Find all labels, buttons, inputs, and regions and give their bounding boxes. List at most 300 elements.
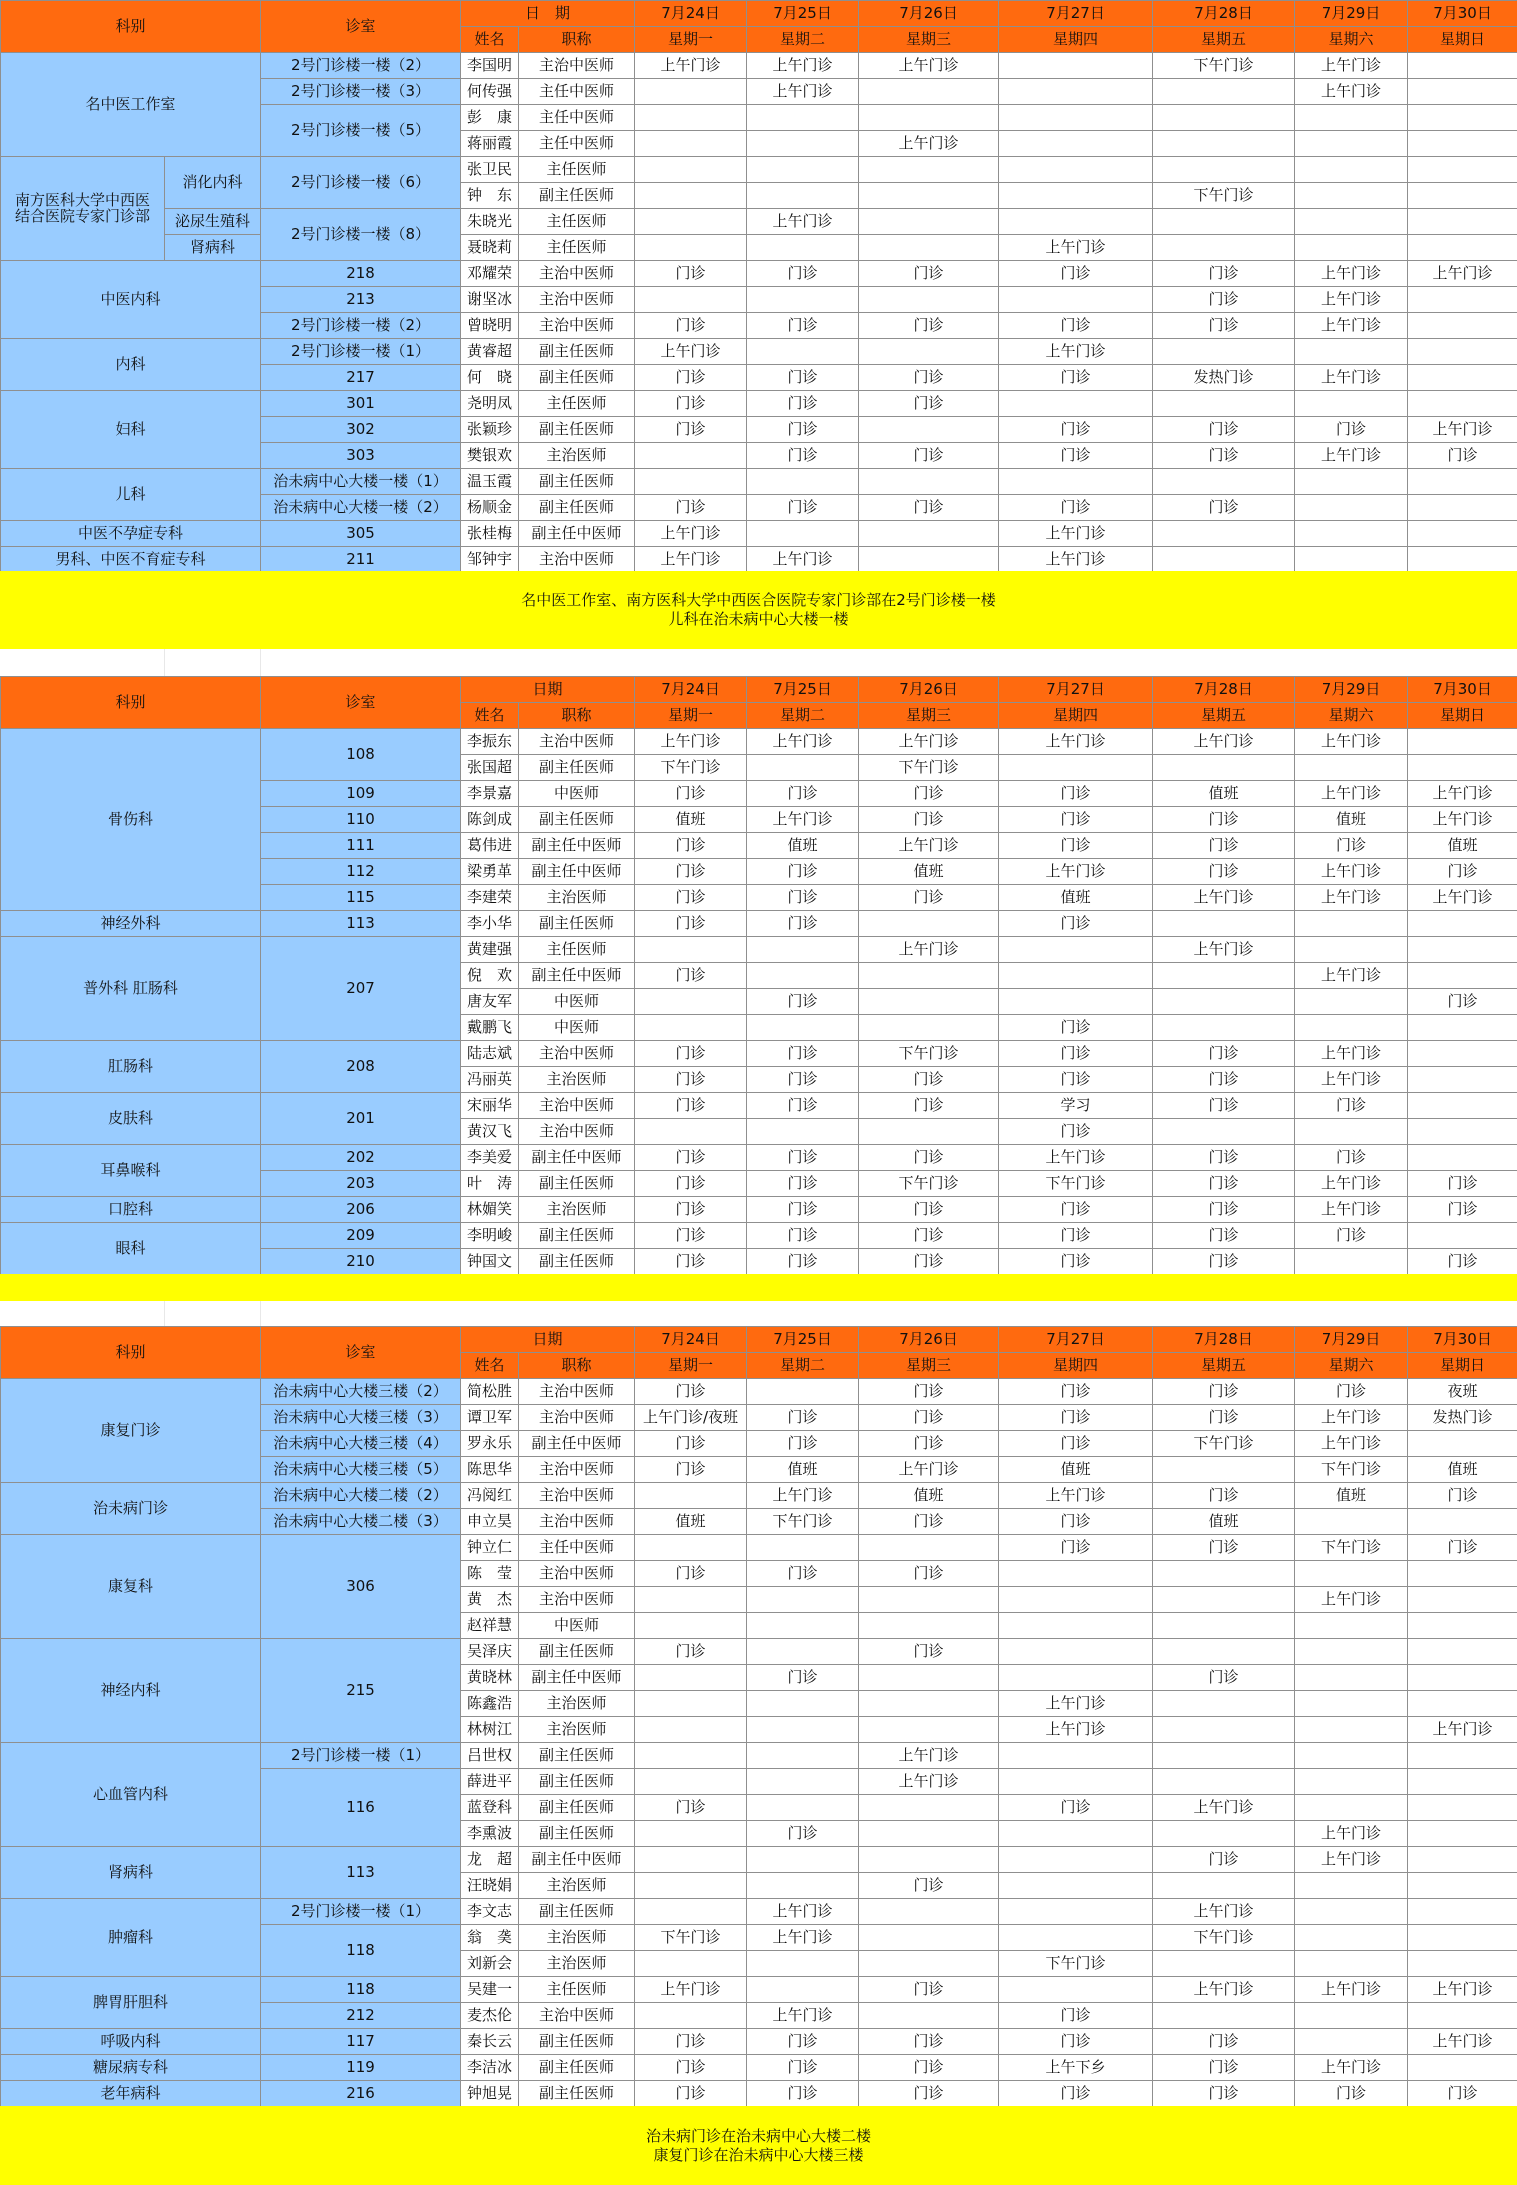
schedule-cell <box>999 963 1153 989</box>
doctor-name: 秦长云 <box>461 2029 519 2055</box>
schedule-cell <box>1408 1665 1517 1691</box>
schedule-cell: 门诊 <box>747 911 859 937</box>
schedule-cell: 门诊 <box>999 807 1153 833</box>
schedule-cell <box>999 1977 1153 2003</box>
schedule-cell <box>747 521 859 547</box>
schedule-cell: 上午门诊 <box>859 1743 999 1769</box>
schedule-cell <box>635 1691 747 1717</box>
doctor-name: 朱晓光 <box>461 209 519 235</box>
schedule-cell: 上午门诊 <box>1295 1587 1408 1613</box>
doctor-name: 简松胜 <box>461 1379 519 1405</box>
schedule-cell <box>859 1535 999 1561</box>
date-cell: 7月25日 <box>747 1 859 27</box>
schedule-cell: 值班 <box>1295 1483 1408 1509</box>
schedule-cell <box>1295 1613 1408 1639</box>
note-line: 康复门诊在治未病中心大楼三楼 <box>653 2145 864 2164</box>
schedule-cell <box>635 105 747 131</box>
schedule-cell <box>1408 1795 1517 1821</box>
doctor-name: 钟国文 <box>461 1249 519 1275</box>
dept-label: 老年病科 <box>100 2083 161 2102</box>
schedule-cell <box>1408 391 1517 417</box>
doctor-title: 副主任中医师 <box>519 1665 635 1691</box>
schedule-cell: 门诊 <box>635 1249 747 1275</box>
dept-label: 骨伤科 <box>108 809 154 828</box>
schedule-cell: 门诊 <box>1153 1197 1295 1223</box>
schedule-cell <box>1408 1873 1517 1899</box>
schedule-cell: 门诊 <box>747 2029 859 2055</box>
schedule-cell: 门诊 <box>999 365 1153 391</box>
schedule-cell: 门诊 <box>859 1873 999 1899</box>
doctor-title: 主治中医师 <box>519 1509 635 1535</box>
schedule-cell: 学习 <box>999 1093 1153 1119</box>
schedule-cell: 门诊 <box>999 261 1153 287</box>
schedule-cell <box>747 235 859 261</box>
schedule-cell <box>999 1639 1153 1665</box>
schedule-cell <box>1295 105 1408 131</box>
schedule-cell <box>1408 1015 1517 1041</box>
schedule-cell <box>1295 1119 1408 1145</box>
doctor-title: 主治中医师 <box>519 1093 635 1119</box>
room-cell: 217 <box>261 365 461 391</box>
schedule-cell: 门诊 <box>1153 2055 1295 2081</box>
schedule-cell <box>747 339 859 365</box>
schedule-cell: 上午门诊 <box>999 1145 1153 1171</box>
schedule-cell <box>747 469 859 495</box>
schedule-cell: 上午门诊 <box>1295 1847 1408 1873</box>
schedule-cell: 门诊 <box>1295 1223 1408 1249</box>
schedule-cell <box>1153 2003 1295 2029</box>
schedule-cell <box>1295 1951 1408 1977</box>
schedule-cell: 门诊 <box>999 1405 1153 1431</box>
schedule-cell <box>1295 235 1408 261</box>
schedule-cell <box>1153 547 1295 573</box>
schedule-cell <box>1295 1769 1408 1795</box>
schedule-cell: 值班 <box>1153 1509 1295 1535</box>
schedule-cell <box>859 1821 999 1847</box>
date-cell: 7月29日 <box>1295 1327 1408 1353</box>
schedule-cell: 门诊 <box>1153 1041 1295 1067</box>
schedule-cell: 上午门诊 <box>999 521 1153 547</box>
schedule-cell <box>1408 2055 1517 2081</box>
schedule-cell: 上午门诊 <box>1295 53 1408 79</box>
doctor-name: 谢坚冰 <box>461 287 519 313</box>
table-row <box>1 339 1517 365</box>
schedule-cell: 门诊 <box>1153 859 1295 885</box>
doctor-title: 主治中医师 <box>519 1119 635 1145</box>
doctor-name: 薛进平 <box>461 1769 519 1795</box>
schedule-cell <box>1408 469 1517 495</box>
date-cell: 7月27日 <box>999 1 1153 27</box>
schedule-cell: 门诊 <box>635 1431 747 1457</box>
room-cell: 113 <box>261 911 461 937</box>
schedule-cell <box>635 1119 747 1145</box>
dept-label: 康复门诊 <box>100 1420 161 1439</box>
date-cell: 7月30日 <box>1408 1 1517 27</box>
schedule-cell <box>635 1821 747 1847</box>
schedule-cell <box>635 1743 747 1769</box>
schedule-cell: 上午门诊 <box>859 1457 999 1483</box>
schedule-cell <box>1408 2003 1517 2029</box>
room-cell: 2号门诊楼一楼（2） <box>261 53 461 79</box>
note-line: 名中医工作室、南方医科大学中西医合医院专家门诊部在2号门诊楼一楼 <box>521 591 996 609</box>
doctor-title: 主治医师 <box>519 443 635 469</box>
dept-cell <box>1 911 261 937</box>
schedule-cell <box>859 521 999 547</box>
doctor-name: 麦杰伦 <box>461 2003 519 2029</box>
dept-cell <box>1 2081 261 2107</box>
schedule-cell: 门诊 <box>1295 1145 1408 1171</box>
doctor-name: 杨顺金 <box>461 495 519 521</box>
schedule-cell: 门诊 <box>747 885 859 911</box>
dept-label: 眼科 <box>115 1238 146 1257</box>
schedule-cell <box>635 1535 747 1561</box>
doctor-title: 副主任医师 <box>519 417 635 443</box>
date-cell: 7月26日 <box>859 677 999 703</box>
schedule-cell: 上午门诊 <box>1295 261 1408 287</box>
date-cell: 7月24日 <box>635 1 747 27</box>
dept-cell <box>1 937 261 1041</box>
doctor-title: 副主任医师 <box>519 807 635 833</box>
schedule-cell <box>999 1899 1153 1925</box>
schedule-cell <box>635 209 747 235</box>
schedule-cell: 门诊 <box>1153 807 1295 833</box>
weekday-cell: 星期三 <box>859 703 999 729</box>
schedule-cell <box>1295 1899 1408 1925</box>
schedule-cell: 上午门诊 <box>1295 365 1408 391</box>
doctor-name: 李熏波 <box>461 1821 519 1847</box>
room-cell: 治未病中心大楼二楼（3） <box>261 1509 461 1535</box>
doctor-title: 主任中医师 <box>519 79 635 105</box>
doctor-name: 吴建一 <box>461 1977 519 2003</box>
doctor-title: 主任中医师 <box>519 131 635 157</box>
doctor-title: 主治中医师 <box>519 1379 635 1405</box>
table-row <box>1 1847 1517 1873</box>
doctor-title: 副主任医师 <box>519 183 635 209</box>
dept-label: 肛肠科 <box>108 1056 154 1075</box>
schedule-cell: 门诊 <box>1153 495 1295 521</box>
schedule-cell: 上午门诊 <box>1295 287 1408 313</box>
schedule-cell <box>1153 469 1295 495</box>
schedule-cell <box>859 547 999 573</box>
schedule-cell: 门诊 <box>1153 287 1295 313</box>
dept-label: 神经外科 <box>100 913 161 932</box>
schedule-cell <box>1153 1769 1295 1795</box>
dept-label: 呼吸内科 <box>100 2031 161 2050</box>
table-row <box>1 235 1517 261</box>
schedule-cell: 门诊 <box>999 495 1153 521</box>
room-cell: 201 <box>261 1093 461 1145</box>
dept-cell <box>1 157 165 261</box>
schedule-cell: 门诊 <box>747 1067 859 1093</box>
schedule-cell <box>747 105 859 131</box>
schedule-cell: 门诊 <box>635 1379 747 1405</box>
doctor-title: 副主任医师 <box>519 1899 635 1925</box>
schedule-cell <box>1153 1457 1295 1483</box>
schedule-cell: 门诊 <box>859 1561 999 1587</box>
doctor-name: 李美爱 <box>461 1145 519 1171</box>
schedule-cell: 门诊 <box>859 807 999 833</box>
table-row <box>1 2081 1517 2107</box>
doctor-title: 副主任医师 <box>519 1769 635 1795</box>
doctor-title: 副主任医师 <box>519 2081 635 2107</box>
doctor-name: 申立昊 <box>461 1509 519 1535</box>
schedule-cell: 上午门诊 <box>1295 859 1408 885</box>
schedule-cell: 门诊 <box>747 1431 859 1457</box>
schedule-cell: 门诊 <box>635 1041 747 1067</box>
schedule-cell <box>999 105 1153 131</box>
schedule-cell <box>1153 1613 1295 1639</box>
dept-cell <box>1 1223 261 1275</box>
schedule-cell <box>859 287 999 313</box>
schedule-cell: 门诊 <box>1153 1171 1295 1197</box>
schedule-cell: 上午门诊 <box>1408 1977 1517 2003</box>
schedule-cell: 门诊 <box>747 859 859 885</box>
room-cell: 治未病中心大楼三楼（5） <box>261 1457 461 1483</box>
weekday-cell: 星期二 <box>747 703 859 729</box>
schedule-cell: 门诊 <box>859 1509 999 1535</box>
schedule-cell <box>1153 755 1295 781</box>
schedule-cell <box>635 235 747 261</box>
schedule-cell: 上午门诊 <box>1408 781 1517 807</box>
schedule-cell: 值班 <box>635 807 747 833</box>
room-cell: 116 <box>261 1769 461 1847</box>
room-cell: 209 <box>261 1223 461 1249</box>
schedule-cell <box>1295 495 1408 521</box>
schedule-cell: 门诊 <box>1408 1249 1517 1275</box>
doctor-title: 主治医师 <box>519 1873 635 1899</box>
schedule-cell: 上午门诊 <box>859 833 999 859</box>
schedule-cell: 上午门诊 <box>1295 963 1408 989</box>
title-header: 职称 <box>519 703 635 729</box>
schedule-cell <box>747 1535 859 1561</box>
schedule-cell: 门诊 <box>1153 1535 1295 1561</box>
subdept-cell: 肾病科 <box>165 235 261 261</box>
weekday-cell: 星期二 <box>747 1353 859 1379</box>
doctor-name: 何 晓 <box>461 365 519 391</box>
room-cell: 203 <box>261 1171 461 1197</box>
schedule-cell <box>1295 391 1408 417</box>
schedule-cell: 上午门诊 <box>747 547 859 573</box>
schedule-cell <box>1408 1587 1517 1613</box>
schedule-cell <box>1153 1119 1295 1145</box>
schedule-cell: 门诊 <box>999 1119 1153 1145</box>
schedule-cell: 上午门诊 <box>1153 729 1295 755</box>
schedule-cell: 上午门诊 <box>1295 885 1408 911</box>
schedule-cell <box>1153 989 1295 1015</box>
schedule-cell: 门诊 <box>999 443 1153 469</box>
dept-label: 神经内科 <box>100 1680 161 1699</box>
schedule-cell: 上午门诊 <box>1408 1717 1517 1743</box>
room-cell: 213 <box>261 287 461 313</box>
schedule-cell: 上午门诊 <box>1408 2029 1517 2055</box>
schedule-cell: 门诊 <box>635 1067 747 1093</box>
schedule-cell: 门诊 <box>999 1431 1153 1457</box>
table-row <box>1 1223 1517 1249</box>
doctor-title: 主治中医师 <box>519 1587 635 1613</box>
schedule-cell <box>999 1561 1153 1587</box>
schedule-cell <box>1408 339 1517 365</box>
schedule-cell: 门诊 <box>1295 417 1408 443</box>
weekday-cell: 星期五 <box>1153 27 1295 53</box>
schedule-cell <box>859 1899 999 1925</box>
doctor-name: 何传强 <box>461 79 519 105</box>
schedule-cell: 上午门诊 <box>999 1717 1153 1743</box>
doctor-name: 谭卫军 <box>461 1405 519 1431</box>
weekday-cell: 星期六 <box>1295 703 1408 729</box>
date-cell: 7月27日 <box>999 1327 1153 1353</box>
doctor-name: 曾晓明 <box>461 313 519 339</box>
schedule-cell <box>635 469 747 495</box>
table-row <box>1 261 1517 287</box>
doctor-title: 主治医师 <box>519 1691 635 1717</box>
doctor-title: 副主任中医师 <box>519 1431 635 1457</box>
schedule-cell: 门诊 <box>1408 2081 1517 2107</box>
dept-cell <box>1 1379 261 1483</box>
room-header: 诊室 <box>261 1327 461 1379</box>
doctor-name: 黄睿超 <box>461 339 519 365</box>
name-header: 姓名 <box>461 1353 519 1379</box>
schedule-cell: 门诊 <box>1153 443 1295 469</box>
doctor-name: 陈剑成 <box>461 807 519 833</box>
doctor-title: 主治中医师 <box>519 1405 635 1431</box>
dept-label: 肿瘤科 <box>108 1927 154 1946</box>
schedule-cell <box>859 911 999 937</box>
doctor-name: 叶 涛 <box>461 1171 519 1197</box>
doctor-name: 龙 超 <box>461 1847 519 1873</box>
schedule-cell <box>747 1769 859 1795</box>
schedule-cell: 门诊 <box>999 1015 1153 1041</box>
schedule-cell: 门诊 <box>635 417 747 443</box>
weekday-cell: 星期三 <box>859 27 999 53</box>
dept-cell <box>1 391 261 469</box>
room-cell: 111 <box>261 833 461 859</box>
dept-cell <box>1 1093 261 1145</box>
schedule-cell <box>635 2003 747 2029</box>
schedule-cell: 门诊 <box>999 1067 1153 1093</box>
weekday-cell: 星期三 <box>859 1353 999 1379</box>
schedule-cell <box>1408 1119 1517 1145</box>
schedule-cell <box>999 469 1153 495</box>
schedule-cell: 门诊 <box>635 2081 747 2107</box>
doctor-name: 邹钟宇 <box>461 547 519 573</box>
schedule-cell: 门诊 <box>859 1639 999 1665</box>
schedule-cell <box>1295 1743 1408 1769</box>
schedule-cell <box>1408 547 1517 573</box>
schedule-cell: 门诊 <box>635 313 747 339</box>
schedule-cell: 上午门诊 <box>1153 1795 1295 1821</box>
schedule-cell <box>747 183 859 209</box>
schedule-cell: 门诊 <box>999 833 1153 859</box>
doctor-title: 主治医师 <box>519 1925 635 1951</box>
table-row <box>1 911 1517 937</box>
schedule-cell: 上午门诊 <box>1295 1405 1408 1431</box>
room-cell: 303 <box>261 443 461 469</box>
schedule-cell: 门诊 <box>999 1535 1153 1561</box>
schedule-cell <box>999 1665 1153 1691</box>
schedule-cell: 上午门诊 <box>1295 1041 1408 1067</box>
schedule-cell <box>747 1795 859 1821</box>
schedule-section-1 <box>0 0 1517 573</box>
doctor-name: 吕世权 <box>461 1743 519 1769</box>
schedule-cell <box>999 1821 1153 1847</box>
room-cell: 118 <box>261 1977 461 2003</box>
schedule-cell: 上午门诊 <box>999 235 1153 261</box>
table-row <box>1 2029 1517 2055</box>
doctor-name: 林树江 <box>461 1717 519 1743</box>
schedule-cell <box>999 1769 1153 1795</box>
schedule-cell <box>635 1951 747 1977</box>
schedule-cell <box>1408 963 1517 989</box>
schedule-cell: 门诊 <box>999 1509 1153 1535</box>
doctor-title: 副主任医师 <box>519 1171 635 1197</box>
doctor-title: 主治医师 <box>519 885 635 911</box>
schedule-cell: 门诊 <box>1153 2081 1295 2107</box>
title-header: 职称 <box>519 27 635 53</box>
schedule-cell <box>1408 729 1517 755</box>
doctor-title: 副主任医师 <box>519 1639 635 1665</box>
note-line: 儿科在治未病中心大楼一楼 <box>668 610 849 628</box>
schedule-cell <box>1408 495 1517 521</box>
schedule-cell: 值班 <box>1153 781 1295 807</box>
schedule-cell: 门诊 <box>635 2029 747 2055</box>
doctor-name: 汪晓娟 <box>461 1873 519 1899</box>
doctor-title: 副主任医师 <box>519 495 635 521</box>
dept-cell <box>1 1899 261 1977</box>
room-cell: 治未病中心大楼三楼（2） <box>261 1379 461 1405</box>
schedule-cell <box>1295 209 1408 235</box>
schedule-cell <box>1408 1431 1517 1457</box>
doctor-title: 副主任医师 <box>519 755 635 781</box>
dept-cell <box>1 1535 261 1639</box>
doctor-title: 主任医师 <box>519 937 635 963</box>
schedule-cell <box>1408 1223 1517 1249</box>
schedule-cell: 上午门诊 <box>1153 1977 1295 2003</box>
schedule-cell <box>859 235 999 261</box>
schedule-cell <box>859 1665 999 1691</box>
doctor-title: 主任中医师 <box>519 105 635 131</box>
schedule-cell: 上午门诊 <box>1295 313 1408 339</box>
schedule-cell: 上午门诊 <box>747 209 859 235</box>
table-row <box>1 469 1517 495</box>
schedule-cell: 门诊 <box>1408 1197 1517 1223</box>
schedule-cell <box>859 1587 999 1613</box>
schedule-cell: 门诊 <box>859 261 999 287</box>
table-row <box>1 157 1517 183</box>
schedule-cell: 门诊 <box>747 1405 859 1431</box>
schedule-cell: 下午门诊 <box>1153 183 1295 209</box>
schedule-cell <box>1408 1951 1517 1977</box>
doctor-title: 副主任医师 <box>519 911 635 937</box>
schedule-cell: 门诊 <box>747 1145 859 1171</box>
schedule-cell <box>1153 1951 1295 1977</box>
dept-label: 中医内科 <box>100 289 161 308</box>
schedule-cell <box>859 1847 999 1873</box>
doctor-name: 陈 莹 <box>461 1561 519 1587</box>
dept-label: 妇科 <box>115 419 146 438</box>
schedule-cell <box>747 1743 859 1769</box>
schedule-cell <box>1153 79 1295 105</box>
doctor-title: 主治医师 <box>519 1067 635 1093</box>
schedule-cell: 门诊 <box>1408 443 1517 469</box>
schedule-cell <box>999 79 1153 105</box>
table-row <box>1 1483 1517 1509</box>
doctor-title: 副主任医师 <box>519 2029 635 2055</box>
schedule-cell: 下午门诊 <box>859 1171 999 1197</box>
schedule-cell <box>1295 1509 1408 1535</box>
schedule-cell <box>859 183 999 209</box>
date-cell: 7月30日 <box>1408 677 1517 703</box>
schedule-cell: 上午门诊 <box>635 339 747 365</box>
